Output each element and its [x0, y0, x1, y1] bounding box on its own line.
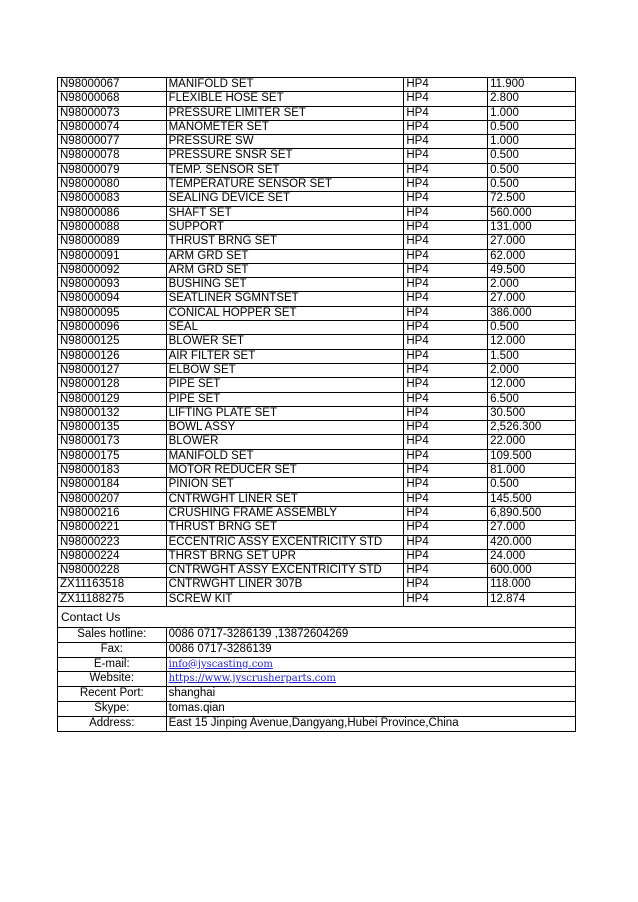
part-model-cell: HP4 [404, 392, 488, 406]
part-name-cell: MANIFOLD SET [166, 449, 404, 463]
part-model-cell: HP4 [404, 163, 488, 177]
part-code-cell: N98000089 [58, 235, 167, 249]
part-code-cell: N98000091 [58, 249, 167, 263]
part-model-cell: HP4 [404, 206, 488, 220]
part-weight-cell: 420.000 [488, 535, 576, 549]
part-code-cell: N98000216 [58, 506, 167, 520]
part-name-cell: CNTRWGHT LINER 307B [166, 578, 404, 592]
contact-row [58, 657, 576, 672]
contact-row [58, 627, 576, 642]
part-code-cell: N98000128 [58, 378, 167, 392]
table-row [58, 406, 576, 420]
part-weight-cell: 118.000 [488, 578, 576, 592]
table-row [58, 349, 576, 363]
part-code-cell: N98000175 [58, 449, 167, 463]
part-name-cell: CRUSHING FRAME ASSEMBLY [166, 506, 404, 520]
part-name-cell: PIPE SET [166, 392, 404, 406]
part-code-cell: N98000067 [58, 78, 167, 92]
table-row [58, 106, 576, 120]
part-weight-cell: 0.500 [488, 163, 576, 177]
part-weight-cell: 1.000 [488, 135, 576, 149]
table-row [58, 521, 576, 535]
part-code-cell: N98000173 [58, 435, 167, 449]
part-code-cell: N98000077 [58, 135, 167, 149]
part-code-cell: N98000095 [58, 306, 167, 320]
part-code-cell: N98000093 [58, 278, 167, 292]
part-name-cell: BLOWER SET [166, 335, 404, 349]
part-model-cell: HP4 [404, 135, 488, 149]
part-name-cell: SEALING DEVICE SET [166, 192, 404, 206]
part-code-cell: N98000129 [58, 392, 167, 406]
contact-label: Sales hotline: [58, 627, 167, 642]
part-name-cell: CNTRWGHT ASSY EXCENTRICITY STD [166, 564, 404, 578]
contact-label: Website: [58, 672, 167, 687]
table-row [58, 549, 576, 563]
part-model-cell: HP4 [404, 235, 488, 249]
part-weight-cell: 62.000 [488, 249, 576, 263]
part-name-cell: PRESSURE LIMITER SET [166, 106, 404, 120]
part-code-cell: N98000079 [58, 163, 167, 177]
part-name-cell: PIPE SET [166, 378, 404, 392]
table-row [58, 335, 576, 349]
part-weight-cell: 30.500 [488, 406, 576, 420]
part-model-cell: HP4 [404, 78, 488, 92]
part-code-cell: N98000135 [58, 421, 167, 435]
part-code-cell: N98000086 [58, 206, 167, 220]
table-row [58, 235, 576, 249]
part-name-cell: MOTOR REDUCER SET [166, 464, 404, 478]
part-weight-cell: 600.000 [488, 564, 576, 578]
part-name-cell: ECCENTRIC ASSY EXCENTRICITY STD [166, 535, 404, 549]
table-row [58, 92, 576, 106]
table-row [58, 578, 576, 592]
part-name-cell: TEMP. SENSOR SET [166, 163, 404, 177]
part-weight-cell: 560.000 [488, 206, 576, 220]
part-model-cell: HP4 [404, 578, 488, 592]
part-weight-cell: 11.900 [488, 78, 576, 92]
part-name-cell: SCREW KIT [166, 592, 404, 606]
part-code-cell: N98000183 [58, 464, 167, 478]
part-code-cell: N98000074 [58, 120, 167, 134]
part-code-cell: N98000126 [58, 349, 167, 363]
part-weight-cell: 12.000 [488, 378, 576, 392]
part-name-cell: MANOMETER SET [166, 120, 404, 134]
part-code-cell: N98000088 [58, 220, 167, 234]
table-row [58, 435, 576, 449]
part-weight-cell: 2.800 [488, 92, 576, 106]
table-row [58, 321, 576, 335]
part-name-cell: ELBOW SET [166, 363, 404, 377]
contact-title: Contact Us [58, 606, 576, 627]
part-model-cell: HP4 [404, 521, 488, 535]
part-weight-cell: 6,890.500 [488, 506, 576, 520]
part-weight-cell: 22.000 [488, 435, 576, 449]
part-model-cell: HP4 [404, 292, 488, 306]
table-row [58, 120, 576, 134]
contact-value: East 15 Jinping Avenue,Dangyang,Hubei Province,China [166, 716, 575, 731]
part-name-cell: ARM GRD SET [166, 249, 404, 263]
contact-label: Address: [58, 716, 167, 731]
part-weight-cell: 72.500 [488, 192, 576, 206]
contact-table-body [58, 627, 576, 731]
contact-row [58, 701, 576, 716]
contact-link-cell [166, 672, 575, 687]
part-weight-cell: 386.000 [488, 306, 576, 320]
part-model-cell: HP4 [404, 149, 488, 163]
table-row [58, 149, 576, 163]
table-row [58, 292, 576, 306]
contact-value: 0086 0717-3286139 [166, 642, 575, 657]
part-weight-cell: 2.000 [488, 278, 576, 292]
table-row [58, 535, 576, 549]
part-code-cell: N98000221 [58, 521, 167, 535]
part-weight-cell: 2,526.300 [488, 421, 576, 435]
parts-table [57, 77, 576, 732]
contact-link-cell [166, 657, 575, 672]
part-code-cell: ZX11163518 [58, 578, 167, 592]
part-code-cell: N98000125 [58, 335, 167, 349]
table-row [58, 363, 576, 377]
part-name-cell: TEMPERATURE SENSOR SET [166, 178, 404, 192]
part-weight-cell: 1.000 [488, 106, 576, 120]
part-model-cell: HP4 [404, 592, 488, 606]
part-code-cell: N98000073 [58, 106, 167, 120]
contact-row [58, 642, 576, 657]
part-model-cell: HP4 [404, 278, 488, 292]
contact-title-row [58, 606, 576, 627]
part-code-cell: ZX11188275 [58, 592, 167, 606]
part-name-cell: SEATLINER SGMNTSET [166, 292, 404, 306]
table-row [58, 263, 576, 277]
table-row [58, 564, 576, 578]
part-model-cell: HP4 [404, 263, 488, 277]
table-row [58, 178, 576, 192]
contact-label: Skype: [58, 701, 167, 716]
part-code-cell: N98000228 [58, 564, 167, 578]
contact-value: shanghai [166, 687, 575, 702]
part-model-cell: HP4 [404, 421, 488, 435]
part-model-cell: HP4 [404, 478, 488, 492]
contact-section [58, 606, 576, 627]
contact-label: Recent Port: [58, 687, 167, 702]
part-weight-cell: 27.000 [488, 235, 576, 249]
part-code-cell: N98000083 [58, 192, 167, 206]
part-weight-cell: 109.500 [488, 449, 576, 463]
part-code-cell: N98000068 [58, 92, 167, 106]
part-model-cell: HP4 [404, 449, 488, 463]
part-model-cell: HP4 [404, 464, 488, 478]
part-name-cell: PRESSURE SW [166, 135, 404, 149]
part-model-cell: HP4 [404, 535, 488, 549]
part-weight-cell: 12.874 [488, 592, 576, 606]
part-model-cell: HP4 [404, 306, 488, 320]
part-model-cell: HP4 [404, 378, 488, 392]
table-row [58, 492, 576, 506]
part-name-cell: BLOWER [166, 435, 404, 449]
part-weight-cell: 27.000 [488, 292, 576, 306]
part-weight-cell: 0.500 [488, 321, 576, 335]
table-row [58, 306, 576, 320]
part-name-cell: BUSHING SET [166, 278, 404, 292]
part-model-cell: HP4 [404, 192, 488, 206]
part-name-cell: THRUST BRNG SET [166, 235, 404, 249]
part-code-cell: N98000092 [58, 263, 167, 277]
part-code-cell: N98000127 [58, 363, 167, 377]
part-weight-cell: 1.500 [488, 349, 576, 363]
part-name-cell: AIR FILTER SET [166, 349, 404, 363]
part-code-cell: N98000207 [58, 492, 167, 506]
part-weight-cell: 0.500 [488, 478, 576, 492]
part-weight-cell: 145.500 [488, 492, 576, 506]
parts-table-body [58, 78, 576, 607]
part-name-cell: SHAFT SET [166, 206, 404, 220]
part-name-cell: SEAL [166, 321, 404, 335]
part-model-cell: HP4 [404, 220, 488, 234]
part-code-cell: N98000094 [58, 292, 167, 306]
contact-label: E-mail: [58, 657, 167, 672]
part-weight-cell: 12.000 [488, 335, 576, 349]
part-weight-cell: 2.000 [488, 363, 576, 377]
part-name-cell: BOWL ASSY [166, 421, 404, 435]
part-model-cell: HP4 [404, 435, 488, 449]
part-code-cell: N98000224 [58, 549, 167, 563]
table-row [58, 392, 576, 406]
table-row [58, 78, 576, 92]
part-name-cell: THRST BRNG SET UPR [166, 549, 404, 563]
table-row [58, 278, 576, 292]
part-model-cell: HP4 [404, 406, 488, 420]
contact-link[interactable]: info@jyscasting.com [168, 658, 273, 670]
table-row [58, 163, 576, 177]
table-row [58, 464, 576, 478]
part-model-cell: HP4 [404, 492, 488, 506]
part-name-cell: SUPPORT [166, 220, 404, 234]
part-name-cell: ARM GRD SET [166, 263, 404, 277]
part-model-cell: HP4 [404, 349, 488, 363]
table-row [58, 592, 576, 606]
part-code-cell: N98000096 [58, 321, 167, 335]
part-model-cell: HP4 [404, 92, 488, 106]
contact-label: Fax: [58, 642, 167, 657]
part-name-cell: PINION SET [166, 478, 404, 492]
table-row [58, 506, 576, 520]
part-code-cell: N98000080 [58, 178, 167, 192]
part-name-cell: PRESSURE SNSR SET [166, 149, 404, 163]
table-row [58, 206, 576, 220]
part-weight-cell: 0.500 [488, 149, 576, 163]
table-row [58, 478, 576, 492]
part-weight-cell: 0.500 [488, 120, 576, 134]
part-model-cell: HP4 [404, 564, 488, 578]
part-code-cell: N98000078 [58, 149, 167, 163]
contact-row [58, 687, 576, 702]
part-code-cell: N98000184 [58, 478, 167, 492]
part-weight-cell: 27.000 [488, 521, 576, 535]
contact-value: 0086 0717-3286139 ,13872604269 [166, 627, 575, 642]
part-name-cell: CONICAL HOPPER SET [166, 306, 404, 320]
contact-row [58, 672, 576, 687]
part-model-cell: HP4 [404, 363, 488, 377]
part-model-cell: HP4 [404, 249, 488, 263]
part-name-cell: MANIFOLD SET [166, 78, 404, 92]
part-name-cell: CNTRWGHT LINER SET [166, 492, 404, 506]
part-weight-cell: 6.500 [488, 392, 576, 406]
part-name-cell: LIFTING PLATE SET [166, 406, 404, 420]
table-row [58, 220, 576, 234]
table-row [58, 192, 576, 206]
table-row [58, 421, 576, 435]
part-code-cell: N98000132 [58, 406, 167, 420]
part-model-cell: HP4 [404, 506, 488, 520]
part-model-cell: HP4 [404, 321, 488, 335]
part-model-cell: HP4 [404, 106, 488, 120]
contact-value: tomas.qian [166, 701, 575, 716]
part-weight-cell: 24.000 [488, 549, 576, 563]
part-name-cell: THRUST BRNG SET [166, 521, 404, 535]
part-code-cell: N98000223 [58, 535, 167, 549]
part-name-cell: FLEXIBLE HOSE SET [166, 92, 404, 106]
part-model-cell: HP4 [404, 178, 488, 192]
table-row [58, 249, 576, 263]
contact-link[interactable]: https://www.jyscrusherparts.com [168, 673, 336, 685]
part-model-cell: HP4 [404, 549, 488, 563]
part-weight-cell: 81.000 [488, 464, 576, 478]
table-row [58, 449, 576, 463]
part-model-cell: HP4 [404, 335, 488, 349]
table-row [58, 378, 576, 392]
table-row [58, 135, 576, 149]
part-model-cell: HP4 [404, 120, 488, 134]
contact-row [58, 716, 576, 731]
part-weight-cell: 131.000 [488, 220, 576, 234]
part-weight-cell: 49.500 [488, 263, 576, 277]
part-weight-cell: 0.500 [488, 178, 576, 192]
